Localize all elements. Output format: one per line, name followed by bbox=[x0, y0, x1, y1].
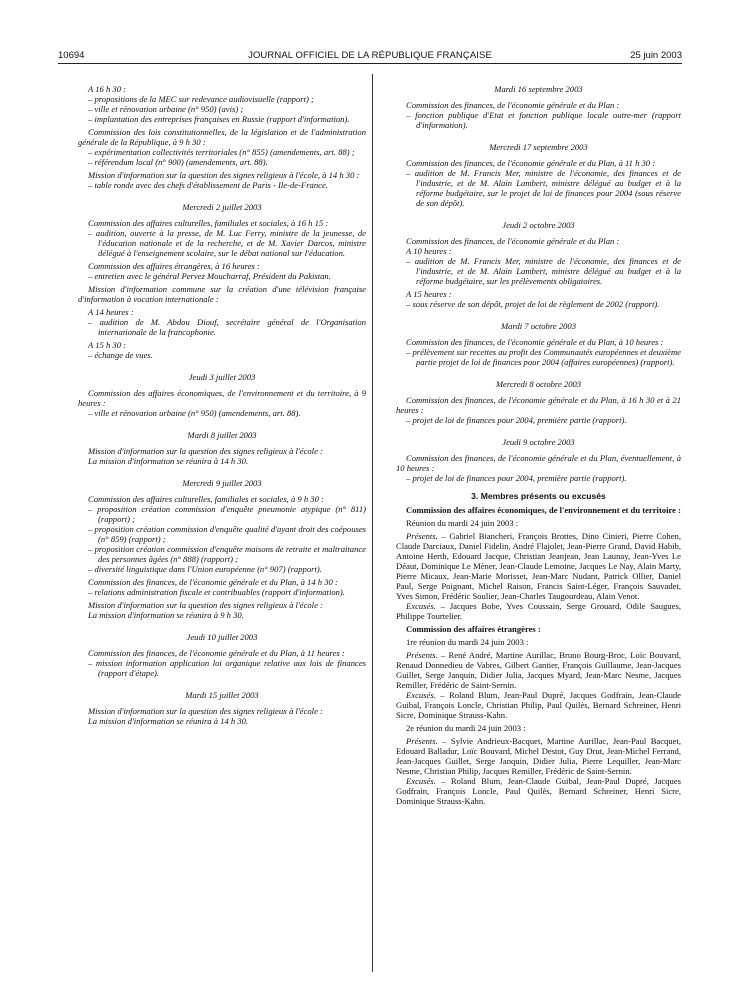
meeting-label: Réunion du mardi 24 juin 2003 : bbox=[406, 518, 519, 528]
present-list: – Sylvie Andrieux-Bacquet, Martine Aurillac, Jean-Paul Bacquet, Edouard Balladur, Loïc Bouvard, Michel Destot, Guy Drut, Jean-Michel Ferrand, Jean-Jacques Guillet, Serge Janquin, Didier Julia, Pierre Lequiller, Jean-Marc Nesme, Christian Philip, Jacques Remiller, Frédéric de Saint-Sernin. bbox=[396, 736, 681, 776]
agenda-item: – ville et rénovation urbaine (n° 950) (amendements, art. 88). bbox=[88, 408, 301, 418]
section-heading: 3. Membres présents ou excusés bbox=[471, 491, 606, 501]
excused-list: – Roland Blum, Jean-Claude Guibal, Jean-Paul Dupré, Jacques Godfrain, François Loncle, Paul Quilès, Bernard Schreiner, Henri Sicre, Dominique Strauss-Kahn. bbox=[396, 776, 681, 806]
excused-label: Excusés. bbox=[406, 601, 436, 611]
time-label: A 15 h 30 : bbox=[88, 340, 127, 350]
column-divider bbox=[372, 74, 373, 972]
attendance-present bbox=[396, 650, 681, 690]
right-column bbox=[396, 84, 681, 806]
date-heading: Mardi 7 octobre 2003 bbox=[500, 321, 577, 331]
journal-title: JOURNAL OFFICIEL DE LA RÉPUBLIQUE FRANÇAISE bbox=[248, 50, 492, 61]
excused-label: Excusés. bbox=[406, 690, 436, 700]
meeting-label: 2e réunion du mardi 24 juin 2003 : bbox=[406, 723, 526, 733]
commission-heading: Commission des lois constitutionnelles, de la législation et de l'administration générale de la République, à 9 h 30 : bbox=[78, 127, 366, 147]
excused-label: Excusés. bbox=[406, 776, 436, 786]
present-list: – René André, Martine Aurillac, Bruno Bourg-Broc, Loïc Bouvard, Renaud Donnedieu de Vabres, Gilbert Gantier, François Guillaume, Jean-Jacques Guillet, Serge Janquin, Didier Julia, Jacques Myard, Jean-Marc Nesme, Jacques Remiller, Frédéric de Saint-Sernin. bbox=[396, 650, 681, 690]
date-heading: Mercredi 9 juillet 2003 bbox=[182, 478, 262, 488]
agenda-note: La mission d'information se réunira à 14 h 30. bbox=[88, 456, 249, 466]
commission-heading: Mission d'information sur la question des signes religieux à l'école : bbox=[88, 600, 323, 610]
date-heading: Mardi 8 juillet 2003 bbox=[187, 430, 257, 440]
time-label: A 15 heures : bbox=[406, 289, 452, 299]
time-label: A 10 heures : bbox=[406, 246, 452, 256]
agenda-note: La mission d'information se réunira à 14 h 30. bbox=[88, 716, 249, 726]
present-label: Présents. bbox=[406, 650, 438, 660]
agenda-item: – audition de M. Francis Mer, ministre de l'économie, des finances et de l'industrie, et de M. Alain Lambert, ministre délégué au budget et à la réforme budgétaire, sur le projet de loi de finances pour 2004 (sous réserve de son dépôt). bbox=[406, 168, 681, 208]
commission-heading: Commission des finances, de l'économie générale et du Plan : bbox=[406, 100, 620, 110]
agenda-item: – audition de M. Francis Mer, ministre de l'économie, des finances et de l'industrie, et de M. Alain Lambert, ministre délégué au budget et à la réforme budgétaire, sur les prélèvements obligatoires. bbox=[406, 256, 681, 286]
agenda-item: – prélèvement sur recettes au profit des Communautés européennes et deuxième partie projet de loi de finances pour 2004 (affaires européennes) (rapport). bbox=[406, 347, 681, 367]
commission-heading: Commission des affaires culturelles, familiales et sociales, à 9 h 30 : bbox=[88, 494, 324, 504]
commission-heading: Commission des finances, de l'économie générale et du Plan, éventuellement, à 10 heures : bbox=[396, 453, 681, 473]
attendance-excused bbox=[396, 690, 681, 720]
agenda-item: – diversité linguistique dans l'Union européenne (n° 907) (rapport). bbox=[88, 564, 322, 574]
commission-heading: Commission des affaires culturelles, familiales et sociales, à 16 h 15 : bbox=[88, 218, 329, 228]
commission-heading: Commission des finances, de l'économie générale et du Plan, à 11 h 30 : bbox=[406, 158, 656, 168]
time-label: A 14 heures : bbox=[88, 307, 134, 317]
date-heading: Mardi 16 septembre 2003 bbox=[494, 84, 583, 94]
agenda-note: La mission d'information se réunira à 9 h 30. bbox=[88, 610, 244, 620]
agenda-item: – projet de loi de finances pour 2004, première partie (rapport). bbox=[406, 473, 627, 483]
commission-heading: Commission des finances, de l'économie générale et du Plan, à 10 heures : bbox=[406, 337, 664, 347]
agenda-item: – proposition création commission d'enquête maisons de retraite et maltraitance des personnes âgées (n° 888) (rapport) ; bbox=[88, 544, 366, 564]
attendance-excused bbox=[396, 776, 681, 806]
committee-name: Commission des affaires étrangères : bbox=[406, 624, 541, 634]
attendance-present bbox=[396, 736, 681, 776]
commission-heading: Mission d'information sur la question des signes religieux à l'école : bbox=[88, 446, 323, 456]
agenda-item: – audition de M. Abdou Diouf, secrétaire général de l'Organisation internationale de la francophonie. bbox=[88, 317, 366, 337]
attendance-excused bbox=[396, 601, 681, 621]
committee-name: Commission des affaires économiques, de l'environnement et du territoire : bbox=[406, 505, 681, 515]
present-label: Présents. bbox=[406, 736, 438, 746]
agenda-item: – sous réserve de son dépôt, projet de loi de règlement de 2002 (rapport). bbox=[406, 299, 660, 309]
date-heading: Mardi 15 juillet 2003 bbox=[185, 690, 259, 700]
commission-heading: Commission des finances, de l'économie générale et du Plan, à 11 heures : bbox=[88, 648, 345, 658]
agenda-item: – expérimentation collectivités territoriales (n° 855) (amendements, art. 88) ; bbox=[88, 147, 355, 157]
date-heading: Jeudi 9 octobre 2003 bbox=[502, 437, 575, 447]
agenda-item: – proposition création commission d'enquête pneumonie atypique (n° 811) (rapport) ; bbox=[88, 504, 366, 524]
attendance-present bbox=[396, 531, 681, 601]
excused-list: – Roland Blum, Jean-Paul Dupré, Jacques Godfrain, Jean-Claude Guibal, François Loncle, Christian Philip, Paul Quilès, Bernard Schreiner, Henri Sicre, Dominique Strauss-Kahn. bbox=[396, 690, 681, 720]
agenda-item: – échange de vues. bbox=[88, 350, 153, 360]
running-header bbox=[58, 50, 682, 64]
agenda-item: – projet de loi de finances pour 2004, première partie (rapport). bbox=[406, 415, 627, 425]
issue-date: 25 juin 2003 bbox=[630, 50, 682, 61]
agenda-item: – audition, ouverte à la presse, de M. Luc Ferry, ministre de la jeunesse, de l'éducation nationale et de la recherche, et de M. Xavier Darcos, ministre délégué à l'enseignement scolaire, sur le débat national sur l'éducation. bbox=[88, 228, 366, 258]
agenda-item: – implantation des entreprises françaises en Russie (rapport d'information). bbox=[88, 114, 350, 124]
header-rule bbox=[58, 63, 682, 64]
excused-list: – Jacques Bobe, Yves Coussain, Serge Grouard, Odile Saugues, Philippe Tourtelier. bbox=[396, 601, 681, 621]
date-heading: Mercredi 2 juillet 2003 bbox=[182, 202, 262, 212]
agenda-item: – propositions de la MEC sur redevance audiovisuelle (rapport) ; bbox=[88, 94, 314, 104]
commission-heading: Commission des finances, de l'économie générale et du Plan, à 16 h 30 et à 21 heures : bbox=[396, 395, 681, 415]
date-heading: Jeudi 10 juillet 2003 bbox=[186, 632, 258, 642]
commission-heading: Mission d'information sur la question des signes religieux à l'école : bbox=[88, 706, 323, 716]
commission-heading: Commission des affaires économiques, de l'environnement et du territoire, à 9 heures : bbox=[78, 388, 366, 408]
agenda-item: – fonction publique d'Etat et fonction publique locale outre-mer (rapport d'information). bbox=[406, 110, 681, 130]
commission-heading: Mission d'information sur la question des signes religieux à l'école, à 14 h 30 : bbox=[88, 170, 360, 180]
agenda-item: – table ronde avec des chefs d'établissement de Paris - Ile-de-France. bbox=[88, 180, 328, 190]
agenda-item: – proposition création commission d'enquête qualité d'ayant droit des coépouses (n° 859) (rapport) ; bbox=[88, 524, 366, 544]
left-column bbox=[78, 84, 366, 726]
date-heading: Jeudi 3 juillet 2003 bbox=[188, 372, 256, 382]
date-heading: Mercredi 8 octobre 2003 bbox=[495, 379, 582, 389]
commission-heading: Commission des finances, de l'économie générale et du Plan : bbox=[406, 236, 620, 246]
commission-heading: Commission des affaires étrangères, à 16 heures : bbox=[88, 261, 260, 271]
agenda-item: – relations administration fiscale et contribuables (rapport d'information). bbox=[88, 587, 345, 597]
agenda-item: – mission information application loi organique relative aux lois de finances (rapport d'étape). bbox=[88, 658, 366, 678]
time-label: A 16 h 30 : bbox=[88, 84, 127, 94]
date-heading: Jeudi 2 octobre 2003 bbox=[502, 220, 575, 230]
present-list: – Gabriel Biancheri, François Brottes, Dino Cinieri, Pierre Cohen, Claude Darciaux, Daniel Fidelin, André Flajolet, Jean-Pierre Grand, David Habib, Antoine Herth, Edouard Jacque, Christian Jeanjean, Jean Launay, Jean-Yves Le Déaut, Dominique Le Mèner, Jean-Claude Lemoine, Jacques Le Nay, Alain Marty, Pierre Micaux, Jean-Marie Morisset, Jean-Marc Nudant, Patrick Ollier, Daniel Paul, Serge Poignant, Michel Raison, Francis Saint-Léger, François Sauvadet, Yves Simon, Frédéric Soulier, Jean-Charles Taugourdeau, Alain Venot. bbox=[396, 531, 681, 601]
date-heading: Mercredi 17 septembre 2003 bbox=[489, 142, 588, 152]
agenda-item: – entretien avec le général Pervez Moucharraf, Président du Pakistan. bbox=[88, 271, 331, 281]
commission-heading: Mission d'information commune sur la création d'une télévision française d'information à vocation internationale : bbox=[78, 284, 366, 304]
agenda-item: – référendum local (n° 900) (amendements, art. 88). bbox=[88, 157, 268, 167]
present-label: Présents. bbox=[406, 531, 438, 541]
meeting-label: 1re réunion du mardi 24 juin 2003 : bbox=[406, 637, 529, 647]
agenda-item: – ville et rénovation urbaine (n° 950) (avis) ; bbox=[88, 104, 244, 114]
commission-heading: Commission des finances, de l'économie générale et du Plan, à 14 h 30 : bbox=[88, 577, 338, 587]
page-number: 10694 bbox=[58, 50, 85, 61]
